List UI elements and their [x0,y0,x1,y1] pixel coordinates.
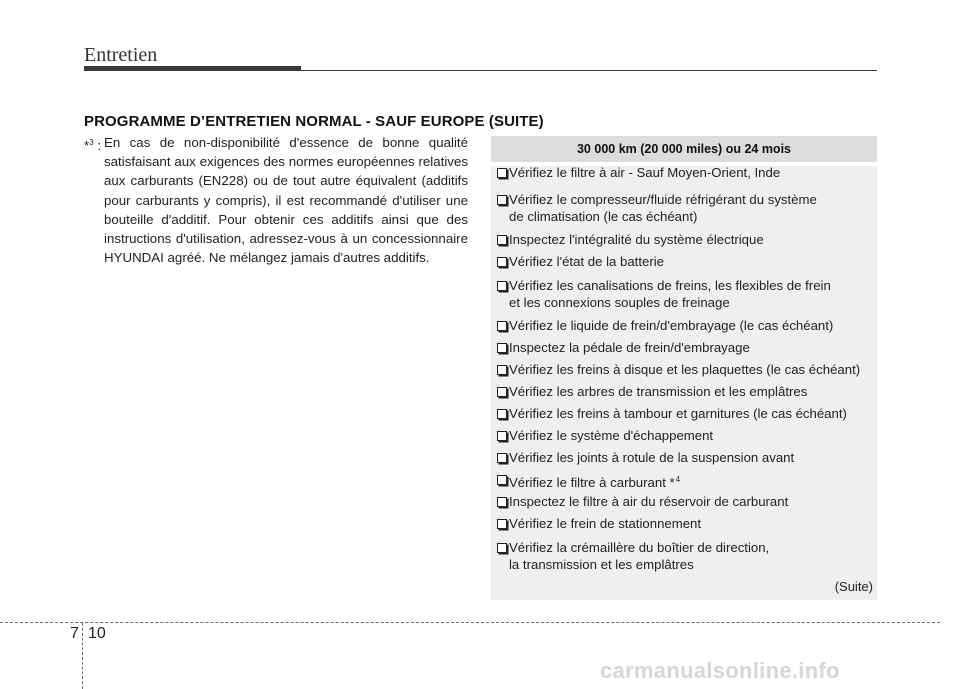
maintenance-box [491,136,877,600]
footer-divider [82,623,83,689]
item-text-continued: de climatisation (le cas échéant) [509,209,698,224]
item-text: Vérifiez les canalisations de freins, les flexibles de frein [509,278,831,293]
checklist-item [497,253,877,270]
checklist-item [497,427,877,444]
maintenance-box-header: 30 000 km (20 000 miles) ou 24 mois [491,136,877,162]
item-text-continued: la transmission et les emplâtres [509,557,694,572]
checklist-item [497,191,877,225]
chapter-number: 7 [70,625,79,642]
checkbox-icon [497,257,507,267]
checklist-item [497,449,877,466]
continued-label: (Suite) [834,579,873,594]
checkbox-icon [497,431,507,441]
item-footnote-ref: 4 [675,475,681,484]
item-text: Vérifiez le frein de stationnement [509,516,702,531]
checklist-item [497,539,877,573]
checkbox-icon [497,475,507,485]
checklist-item [497,231,877,248]
item-text: Vérifiez le filtre à air - Sauf Moyen-Orient, Inde [509,165,781,180]
checklist-item [497,164,877,181]
checklist-item [497,317,877,334]
item-text: Vérifiez la crémaillère du boîtier de direction, [509,540,770,555]
item-text: Inspectez la pédale de frein/d'embrayage [509,340,750,355]
item-text: Vérifiez le compresseur/fluide réfrigérant du système [509,192,817,207]
item-text: Vérifiez le système d'échappement [509,428,714,443]
checklist-item [497,405,877,422]
footnote-marker [84,133,101,155]
checkbox-icon [497,168,507,178]
checklist-item [497,515,877,532]
checklist-item [497,493,877,510]
item-text: Inspectez le filtre à air du réservoir de carburant [509,494,789,509]
item-text: Vérifiez les freins à disque et les plaquettes (le cas échéant) [509,362,861,377]
item-text-continued: et les connexions souples de freinage [509,295,730,310]
footnote-text: En cas de non-disponibilité d'essence de bonne qualité satisfaisant aux exigences des normes européennes relatives aux carburants (EN228) ou de tout autre équivalent (additifs pour carburants y compris), il est recommandé d'utiliser une bouteille d'additif. Pour obtenir ces additifs ainsi que des instructions d'utilisation, adressez-vous à un concessionnaire HYUNDAI agréé. Ne mélangez jamais d'autres additifs. [104,135,468,266]
checkbox-icon [497,387,507,397]
checkbox-icon [497,409,507,419]
checkbox-icon [497,365,507,375]
footnote [84,133,468,267]
checkbox-icon [497,235,507,245]
checkbox-icon [497,519,507,529]
footnote-asterisk: * [84,138,90,153]
header-rule-thick [84,66,301,71]
item-text: Vérifiez les arbres de transmission et les emplâtres [509,384,808,399]
checkbox-icon [497,281,507,291]
watermark: carmanualsonline.info [600,658,840,683]
checkbox-icon [497,321,507,331]
checklist-item [497,471,877,491]
page-number: 10 [88,625,106,642]
item-text: Vérifiez le liquide de frein/d'embrayage (le cas échéant) [509,318,834,333]
checklist-item [497,277,877,311]
checkbox-icon [497,343,507,353]
item-text: Vérifiez l'état de la batterie [509,254,664,269]
item-text-main: Vérifiez le filtre à carburant * [509,475,675,490]
chapter-title: Entretien [84,44,158,66]
footnote-colon: : [93,138,102,153]
item-text: Inspectez l'intégralité du système électrique [509,232,764,247]
checklist-item [497,383,877,400]
checklist-item [497,361,877,378]
checkbox-icon [497,543,507,553]
footer-rule [0,622,940,623]
checklist-item [497,339,877,356]
item-text: Vérifiez les freins à tambour et garnitures (le cas échéant) [509,406,847,421]
item-text: Vérifiez les joints à rotule de la suspension avant [509,450,795,465]
checkbox-icon [497,195,507,205]
checkbox-icon [497,453,507,463]
header-rule-thin [301,70,877,71]
checkbox-icon [497,497,507,507]
footnote-number: 3 [89,138,94,147]
item-text [509,471,877,491]
section-heading: PROGRAMME D’ENTRETIEN NORMAL - SAUF EUROPE (SUITE) [84,113,544,130]
